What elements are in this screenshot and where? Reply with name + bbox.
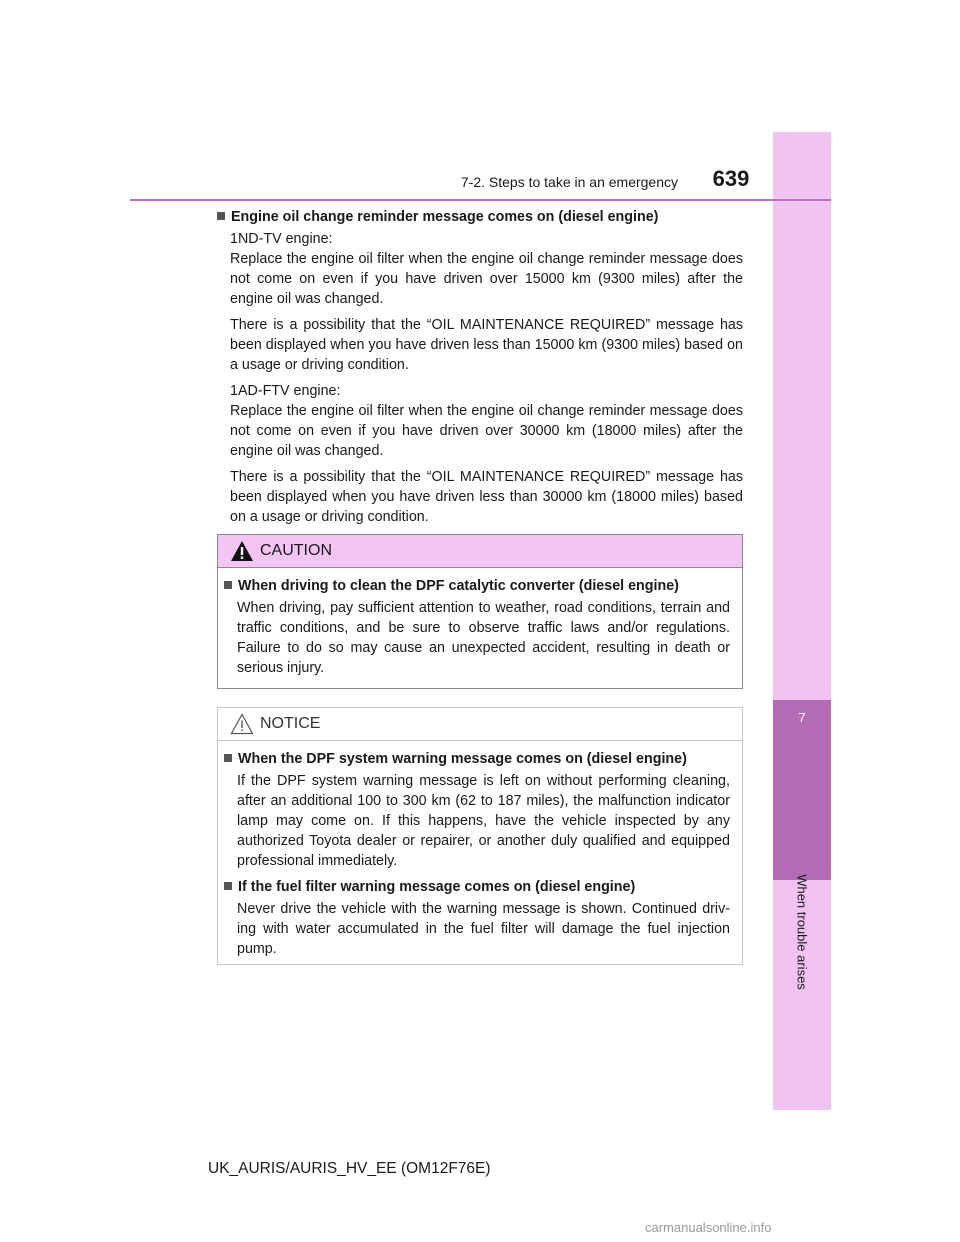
square-bullet-icon	[224, 754, 232, 762]
notice-heading	[224, 749, 730, 769]
caution-header	[218, 535, 742, 568]
notice-body	[218, 741, 742, 977]
caution-heading	[224, 576, 730, 596]
watermark: carmanualsonline.info	[645, 1220, 772, 1235]
caution-heading-text: When driving to clean the DPF catalytic converter (diesel engine)	[238, 578, 679, 594]
header-rule	[130, 199, 831, 201]
notice-box	[217, 707, 743, 965]
paragraph: Replace the engine oil filter when the engine oil change reminder message does not come on even if you have driven over 30000 km (18000 miles) after the engine oil was changed.	[230, 403, 743, 459]
paragraph: Replace the engine oil filter when the engine oil change reminder message does not come on even if you have driven over 15000 km (9300 miles) after the engine oil was changed.	[230, 251, 743, 307]
notice-text: If the DPF system warning message is left on without performing cleaning, after an additional 100 to 300 km (62 to 187 miles), the malfunction indicator lamp may come on. If this happens, have the vehicle inspected by any authorized Toyota dealer or repairer, or another duly qualified and equipped professional immediately.	[237, 773, 730, 869]
paragraph: 1AD-FTV engine:	[230, 383, 341, 399]
square-bullet-icon	[224, 581, 232, 589]
notice-heading-text: When the DPF system warning message comes on (diesel engine)	[238, 751, 687, 767]
caution-body	[218, 568, 742, 696]
caution-title: CAUTION	[260, 542, 332, 559]
notice-heading	[224, 877, 730, 897]
section-heading	[217, 207, 743, 227]
chapter-side-tab-active	[773, 700, 831, 880]
warning-icon	[230, 540, 254, 562]
paragraph: 1ND-TV engine:	[230, 231, 333, 247]
notice-header	[218, 708, 742, 741]
notice-title: NOTICE	[260, 715, 321, 732]
warning-outline-icon	[230, 713, 254, 735]
paragraph: There is a possibility that the “OIL MAINTENANCE REQUIRED” message has been displayed when you have driven less than 15000 km (9300 miles) based on a usage or driving condition.	[230, 317, 743, 373]
document-id: UK_AURIS/AURIS_HV_EE (OM12F76E)	[208, 1160, 491, 1177]
section-title: 7-2. Steps to take in an emergency	[460, 174, 678, 190]
square-bullet-icon	[224, 882, 232, 890]
notice-text: Never drive the vehicle with the warning message is shown. Continued driv-ing with water accumulated in the fuel filter will damage the fuel injection pump.	[237, 901, 730, 957]
caution-box	[217, 534, 743, 689]
main-content	[217, 207, 743, 533]
notice-heading-text: If the fuel filter warning message comes on (diesel engine)	[238, 879, 636, 895]
page-number: 639	[712, 166, 750, 191]
caution-text: When driving, pay sufficient attention to weather, road conditions, terrain and traffic conditions, and be sure to observe traffic laws and/or regulations. Failure to do so may cause an unexpected accident, resulting in death or serious injury.	[237, 600, 730, 676]
chapter-label: When trouble arises	[794, 874, 810, 990]
chapter-number: 7	[798, 710, 806, 725]
chapter-side-tab	[773, 132, 831, 1110]
section-heading-text: Engine oil change reminder message comes on (diesel engine)	[231, 209, 659, 225]
square-bullet-icon	[217, 212, 225, 220]
paragraph: There is a possibility that the “OIL MAINTENANCE REQUIRED” message has been displayed when you have driven less than 30000 km (18000 miles) based on a usage or driving condition.	[230, 469, 743, 525]
